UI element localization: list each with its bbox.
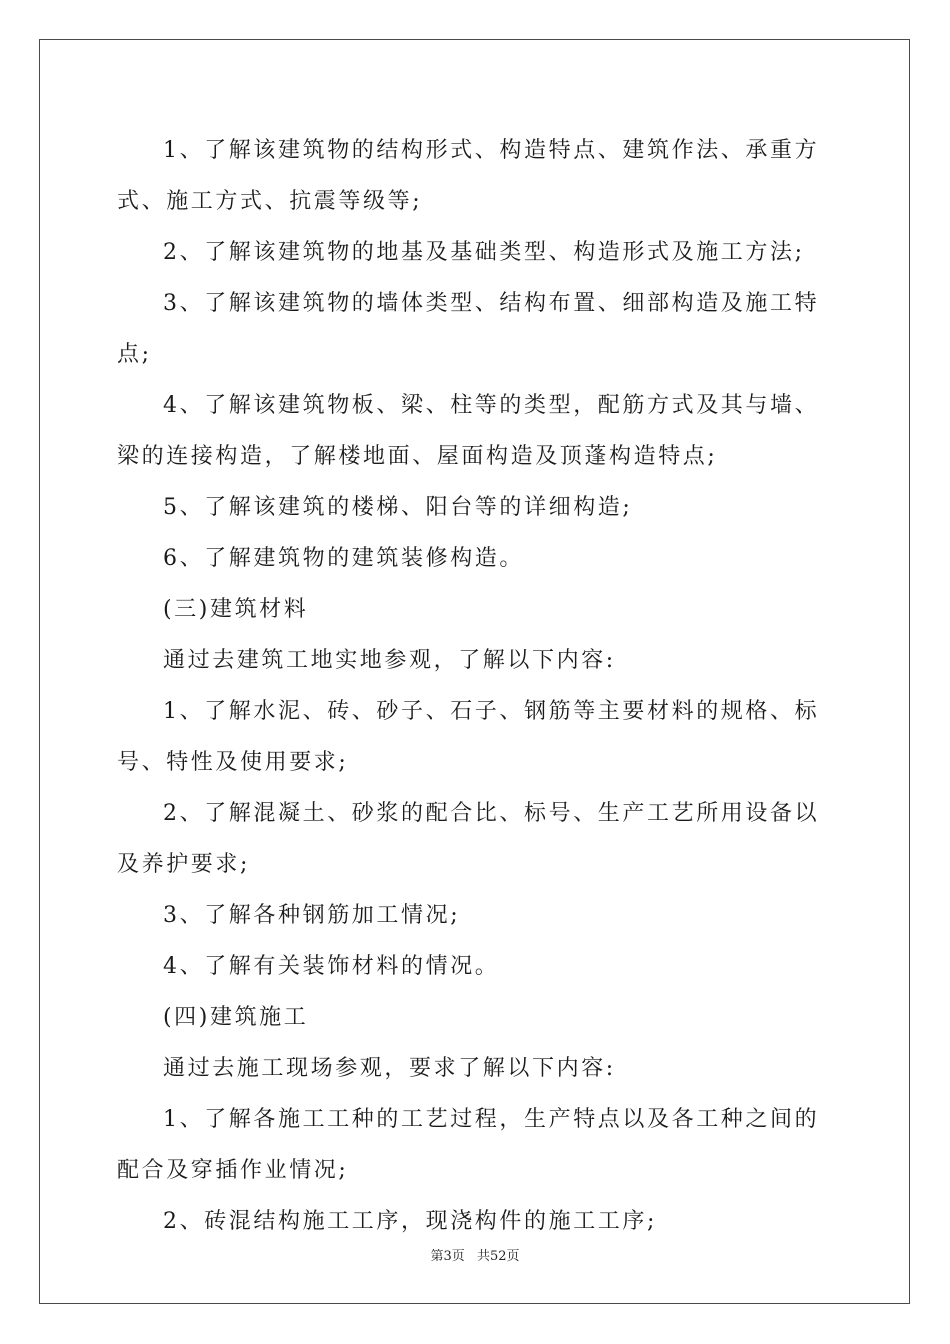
paragraph: 1、了解该建筑物的结构形式、构造特点、建筑作法、承重方式、施工方式、抗震等级等; [117,138,820,214]
paragraph: 1、了解各施工工种的工艺过程，生产特点以及各工种之间的配合及穿插作业情况; [117,1107,820,1183]
paragraph: 2、了解混凝土、砂浆的配合比、标号、生产工艺所用设备以及养护要求; [117,801,820,877]
section-heading: (四)建筑施工 [163,1005,309,1030]
page-total: 共52页 [476,1249,520,1264]
paragraph: 4、了解有关装饰材料的情况。 [163,954,500,979]
section-heading: (三)建筑材料 [163,597,309,622]
document-body [117,125,837,1247]
page-footer [0,1245,950,1264]
paragraph: 6、了解建筑物的建筑装修构造。 [163,546,524,571]
paragraph: 通过去施工现场参观，要求了解以下内容: [163,1056,616,1081]
paragraph: 5、了解该建筑的楼梯、阳台等的详细构造; [163,495,633,520]
paragraph: 4、了解该建筑物板、梁、柱等的类型，配筋方式及其与墙、梁的连接构造，了解楼地面、屋面构造及顶蓬构造特点; [117,393,820,469]
paragraph: 3、了解该建筑物的墙体类型、结构布置、细部构造及施工特点; [117,291,820,367]
page-number: 第3页 [430,1249,465,1264]
paragraph: 2、砖混结构施工工序，现浇构件的施工工序; [163,1209,658,1234]
paragraph: 1、了解水泥、砖、砂子、石子、钢筋等主要材料的规格、标号、特性及使用要求; [117,699,820,775]
paragraph: 2、了解该建筑物的地基及基础类型、构造形式及施工方法; [163,240,805,265]
paragraph: 3、了解各种钢筋加工情况; [163,903,461,928]
paragraph: 通过去建筑工地实地参观，了解以下内容: [163,648,616,673]
